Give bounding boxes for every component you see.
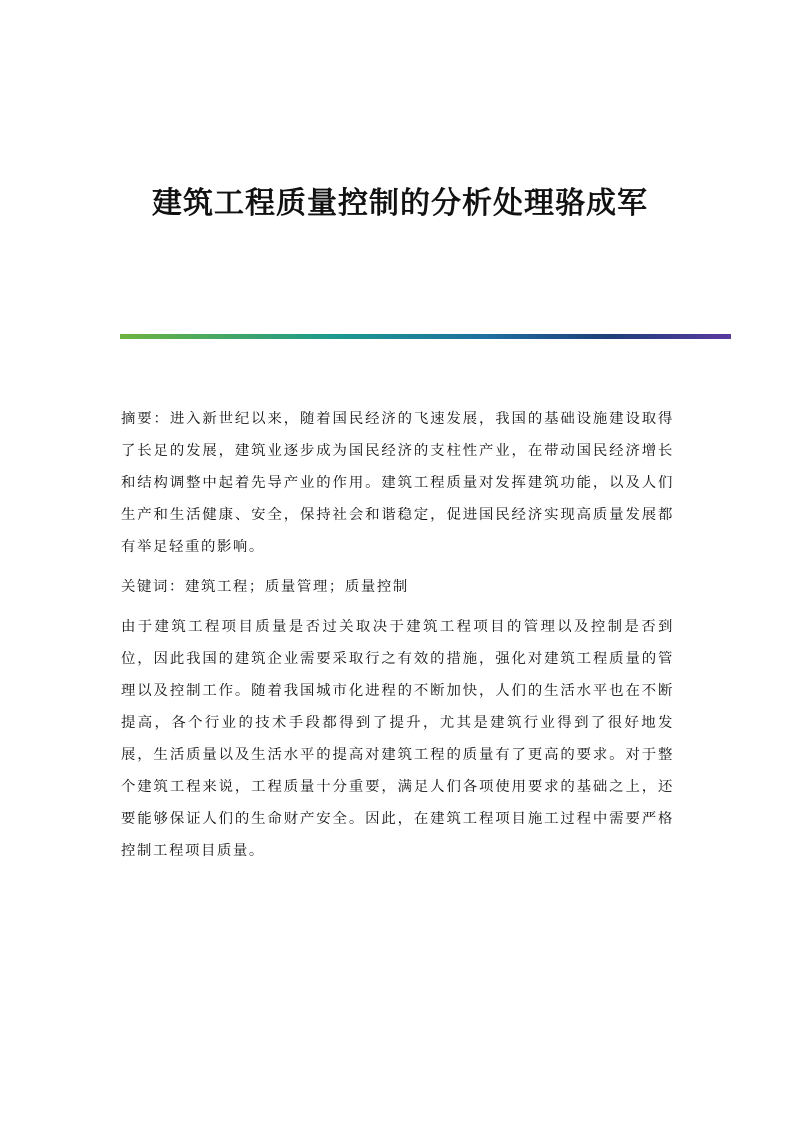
keywords-line: 关键词：建筑工程；质量管理；质量控制 <box>121 579 409 595</box>
title-divider <box>120 334 731 339</box>
body-paragraph: 由于建筑工程项目质量是否过关取决于建筑工程项目的管理以及控制是否到位，因此我国的建筑企业需要采取行之有效的措施，强化对建筑工程质量的管理以及控制工作。随着我国城市化进程的不断加快，人们的生活水平也在不断提高，各个行业的技术手段都得到了提升，尤其是建筑行业得到了很好地发展，生活质量以及生活水平的提高对建筑工程的质量有了更高的要求。对于整个建筑工程来说，工程质量十分重要，满足人们各项使用要求的基础之上，还要能够保证人们的生命财产安全。因此，在建筑工程项目施工过程中需要严格控制工程项目质量。 <box>121 619 674 859</box>
abstract-paragraph: 摘要：进入新世纪以来，随着国民经济的飞速发展，我国的基础设施建设取得了长足的发展，建筑业逐步成为国民经济的支柱性产业，在带动国民经济增长和结构调整中起着先导产业的作用。建筑工程质量对发挥建筑功能，以及人们生产和生活健康、安全，保持社会和谐稳定，促进国民经济实现高质量发展都有举足轻重的影响。 <box>121 411 674 555</box>
document-body <box>121 403 674 875</box>
document-title: 建筑工程质量控制的分析处理骆成军 <box>152 186 648 221</box>
